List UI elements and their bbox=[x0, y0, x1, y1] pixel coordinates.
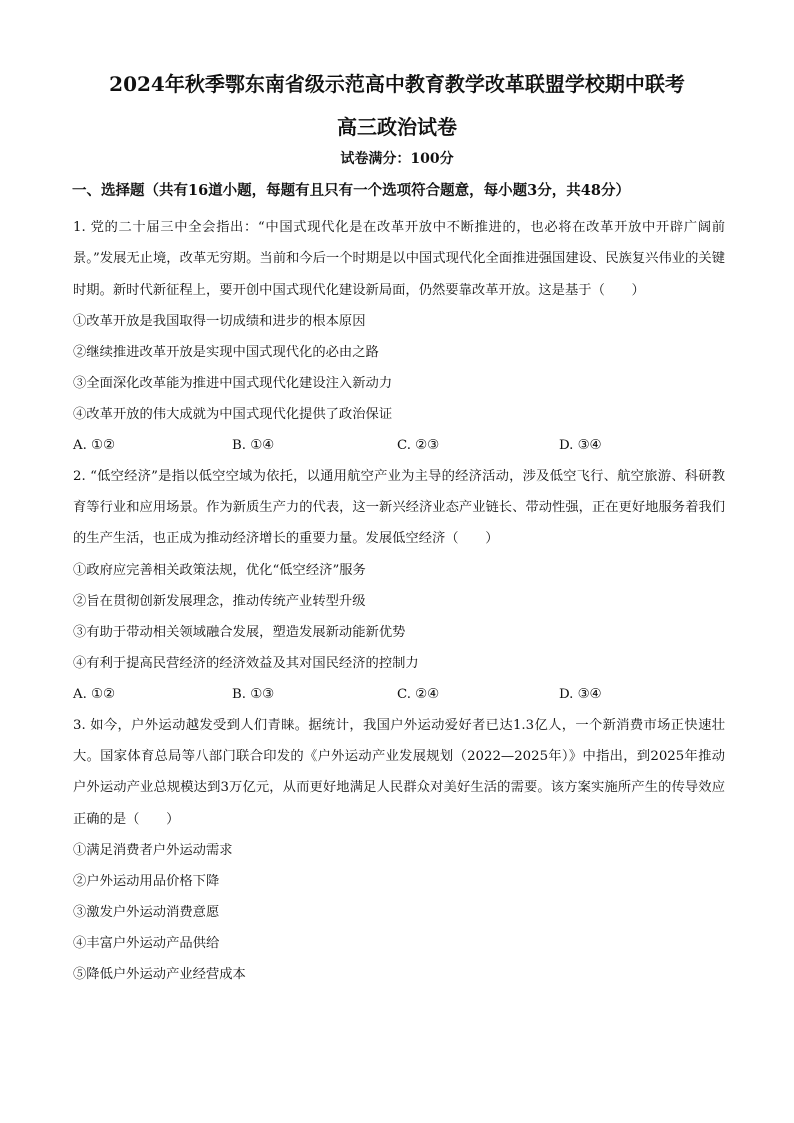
statement-option: ②继续推进改革开放是实现中国式现代化的必由之路 bbox=[73, 344, 379, 360]
question-2 bbox=[73, 461, 725, 710]
section-heading: 一、选择题（共有16道小题，每题有且只有一个选项符合题意，每小题3分，共48分） bbox=[72, 182, 630, 199]
answer-choice-d: D. ③④ bbox=[559, 437, 602, 453]
full-score: 试卷满分：100分 bbox=[340, 151, 454, 167]
question-1 bbox=[73, 212, 725, 461]
statement-option: ②旨在贯彻创新发展理念，推动传统产业转型升级 bbox=[73, 593, 366, 609]
question-list bbox=[73, 212, 725, 990]
statement-option: ①改革开放是我国取得一切成绩和进步的根本原因 bbox=[73, 313, 366, 329]
statement-option: ③有助于带动相关领域融合发展，塑造发展新动能新优势 bbox=[73, 624, 406, 640]
exam-subject-title: 高三政治试卷 bbox=[337, 115, 457, 139]
answer-choice-d: D. ③④ bbox=[559, 686, 602, 702]
answer-choices bbox=[73, 430, 725, 461]
answer-choice-c: C. ②③ bbox=[397, 437, 439, 453]
question-stem: 2. “低空经济”是指以低空空域为依托，以通用航空产业为主导的经济活动，涉及低空飞行、航空旅游、科研教育等行业和应用场景。作为新质生产力的代表，这一新兴经济业态产业链长、带动性强，正在更好地服务着我们的生产生活，也正成为推动经济增长的重要力量。发展低空经济（ ） bbox=[73, 468, 725, 547]
statement-option: ③全面深化改革能为推进中国式现代化建设注入新动力 bbox=[73, 375, 393, 391]
statement-option: ④丰富户外运动产品供给 bbox=[73, 935, 220, 951]
question-stem: 3. 如今，户外运动越发受到人们青睐。据统计，我国户外运动爱好者已达1.3亿人，一个新消费市场正快速壮大。国家体育总局等八部门联合印发的《户外运动产业发展规划（2022—2025年）》中指出，到2025年推动户外运动产业总规模达到3万亿元，从而更好地满足人民群众对美好生活的需要。该方案实施所产生的传导效应正确的是（ ） bbox=[73, 717, 725, 827]
answer-choice-a: A. ①② bbox=[73, 686, 115, 702]
question-stem: 1. 党的二十届三中全会指出：“中国式现代化是在改革开放中不断推进的，也必将在改革开放中开辟广阔前景。”发展无止境，改革无穷期。当前和今后一个时期是以中国式现代化全面推进强国建设、民族复兴伟业的关键时期。新时代新征程上，要开创中国式现代化建设新局面，仍然要靠改革开放。这是基于（ ） bbox=[73, 220, 725, 298]
answer-choice-a: A. ①② bbox=[73, 437, 115, 453]
question-3 bbox=[73, 710, 725, 990]
answer-choice-b: B. ①④ bbox=[232, 437, 275, 453]
statement-option: ①政府应完善相关政策法规，优化“低空经济”服务 bbox=[73, 562, 366, 578]
statement-option: ②户外运动用品价格下降 bbox=[73, 873, 220, 889]
statement-option: ③激发户外运动消费意愿 bbox=[73, 904, 220, 920]
statement-option: ⑤降低户外运动产业经营成本 bbox=[73, 966, 246, 982]
statement-option: ①满足消费者户外运动需求 bbox=[73, 842, 233, 858]
answer-choices bbox=[73, 679, 725, 710]
answer-choice-c: C. ②④ bbox=[397, 686, 439, 702]
statement-option: ④改革开放的伟大成就为中国式现代化提供了政治保证 bbox=[73, 406, 393, 422]
exam-title: 2024年秋季鄂东南省级示范高中教育教学改革联盟学校期中联考 bbox=[109, 72, 685, 96]
answer-choice-b: B. ①③ bbox=[232, 686, 275, 702]
statement-option: ④有利于提高民营经济的经济效益及其对国民经济的控制力 bbox=[73, 655, 419, 671]
